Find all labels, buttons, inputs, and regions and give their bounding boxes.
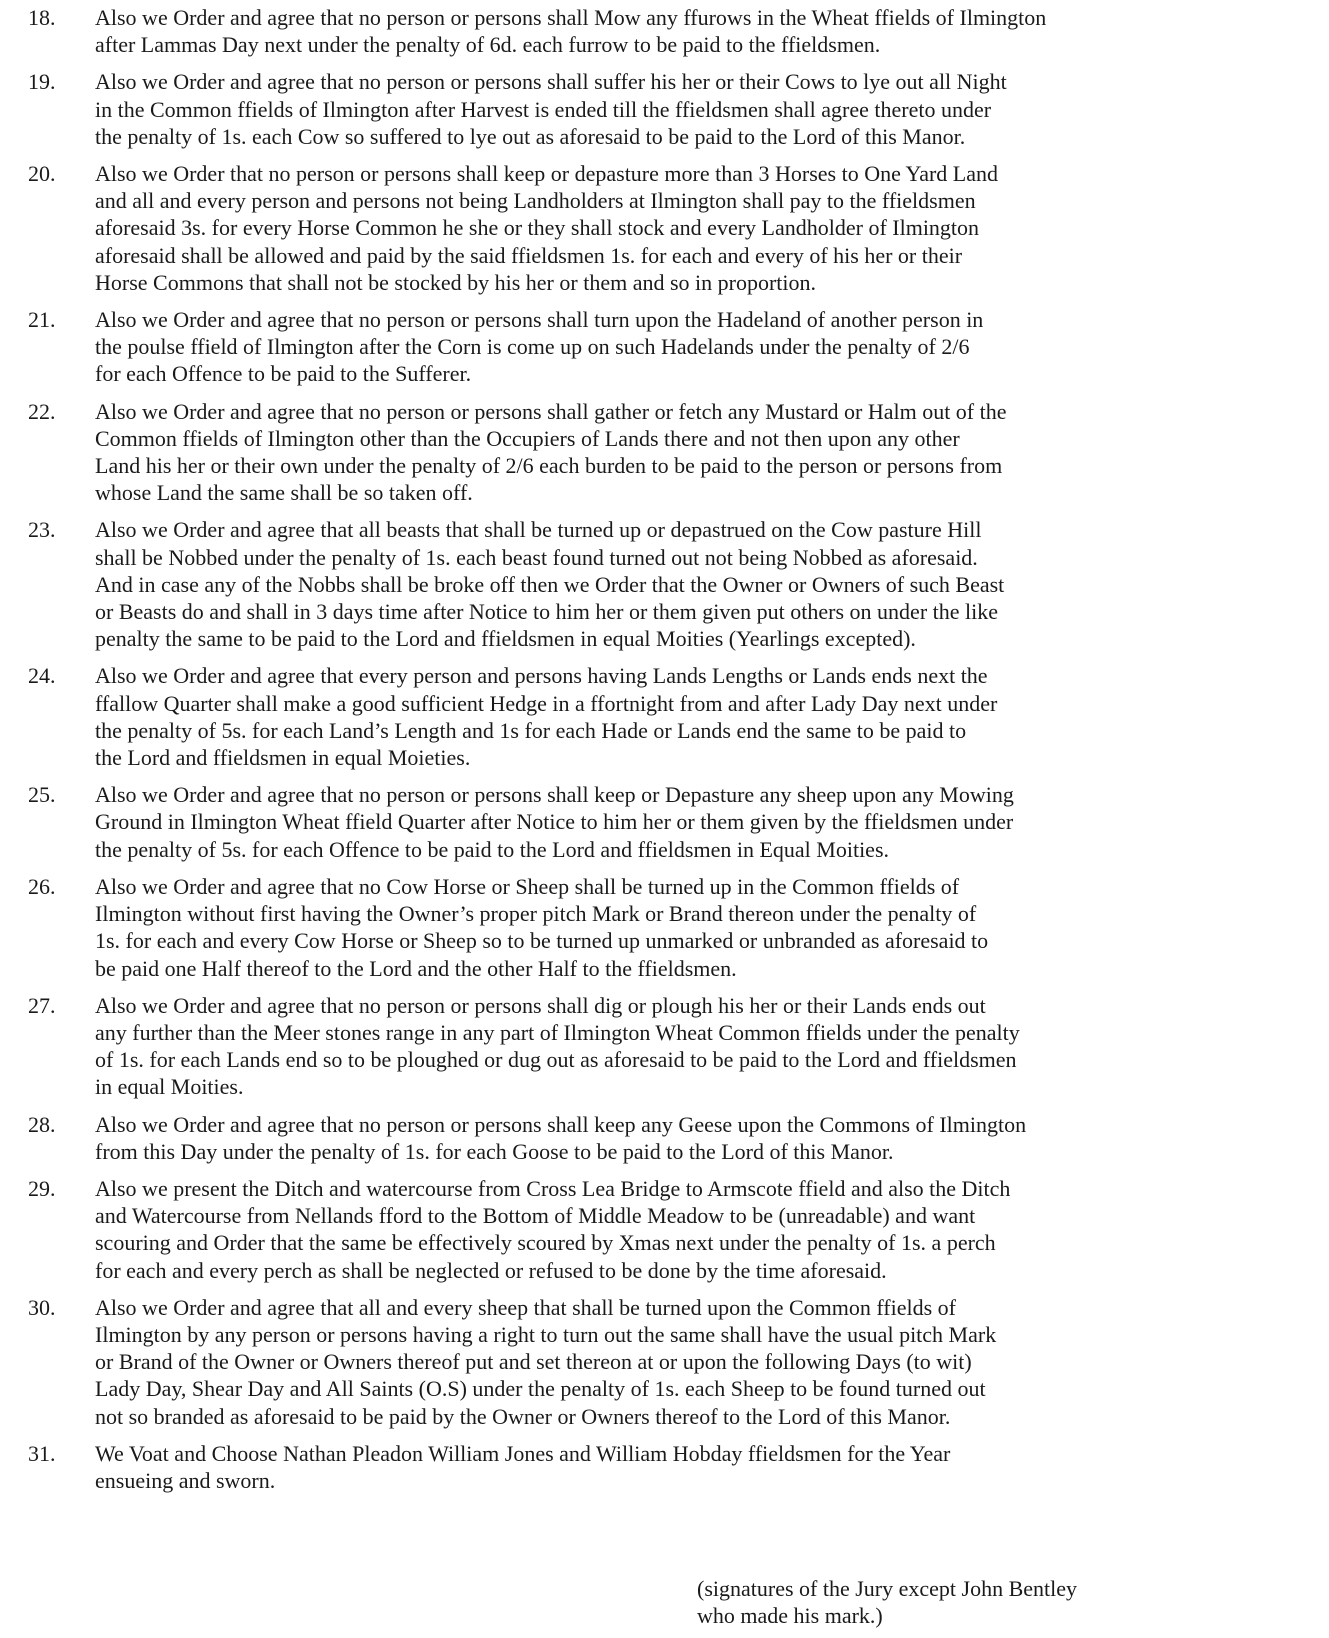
order-text: Also we Order and agree that no person or persons shall suffer his her or their Cows to lye out all Night in the Common ffields of Ilmington after Harvest is ended till the ffieldsmen shall agree thereto under the penalty of 1s. each Cow so suffered to lye out as aforesaid to be paid to the Lord of this Manor. (95, 69, 1007, 149)
order-text: Also we Order and agree that every person and persons having Lands Lengths or Lands ends next the ffallow Quarter shall make a good sufficient Hedge in a ffortnight from and after Lady Day next under the penalty of 5s. for each Land’s Length and 1s for each Hade or Lands end the same to be paid to the Lord and ffieldsmen in equal Moieties. (95, 663, 998, 771)
order-text: Also we Order and agree that no person or persons shall gather or fetch any Mustard or Halm out of the Common ffields of Ilmington other than the Occupiers of Lands there and not then upon any other Land his her or their own under the penalty of 2/6 each burden to be paid to the person or persons from whose Land the same shall be so taken off. (95, 398, 1007, 506)
order-text: Also we Order and agree that no person or persons shall dig or plough his her or their Lands ends out any further than the Meer stones range in any part of Ilmington Wheat Common ffields under the penalty of 1s. for each Lands end so to be ploughed or dug out as aforesaid to be paid to the Lord and ffieldsmen in equal Moities. (95, 992, 1020, 1100)
order-number: 27. (28, 992, 56, 1018)
order-number: 20. (28, 161, 56, 187)
order-number: 31. (28, 1440, 56, 1466)
order-text: Also we Order and agree that no person or persons shall keep or Depasture any sheep upon any Mowing Ground in Ilmington Wheat ffield Quarter after Notice to him her or them given by the ffieldsmen under the penalty of 5s. for each Offence to be paid to the Lord and ffieldsmen in Equal Moities. (95, 782, 1014, 862)
order-item (28, 992, 1318, 1101)
order-item (28, 398, 1318, 507)
order-text: Also we Order that no person or persons shall keep or depasture more than 3 Horses to One Yard Land and all and every person and persons not being Landholders at Ilmington shall pay to the ffieldsmen aforesaid 3s. for every Horse Common he she or they shall stock and every Landholder of Ilmington aforesaid shall be allowed and paid by the said ffieldsmen 1s. for each and every of his her or their Horse Commons that shall not be stocked by his her or them and so in proportion. (95, 161, 999, 295)
order-text: We Voat and Choose Nathan Pleadon William Jones and William Hobday ffieldsmen for the Year ensueing and sworn. (95, 1440, 951, 1493)
order-number: 18. (28, 5, 56, 30)
order-number: 30. (28, 1294, 56, 1320)
order-text: Also we present the Ditch and watercourse from Cross Lea Bridge to Armscote ffield and also the Ditch and Watercourse from Nellands fford to the Bottom of Middle Meadow to be (unreadable) and want scouring and Order that the same be effectively scoured by Xmas next under the penalty of 1s. a perch for each and every perch as shall be neglected or refused to be done by the time aforesaid. (95, 1175, 1011, 1283)
order-number: 24. (28, 663, 56, 689)
order-number: 26. (28, 873, 56, 899)
order-text: Also we Order and agree that no Cow Horse or Sheep shall be turned up in the Common ffields of Ilmington without first having the Owner’s proper pitch Mark or Brand thereon under the penalty of 1s. for each and every Cow Horse or Sheep so to be turned up unmarked or unbranded as aforesaid to be paid one Half thereof to the Lord and the other Half to the ffieldsmen. (95, 873, 989, 981)
order-item (28, 1440, 1318, 1494)
order-text: Also we Order and agree that all beasts that shall be turned up or depastrued on the Cow pasture Hill shall be Nobbed under the penalty of 1s. each beast found turned out not being Nobbed as aforesaid. And in case any of the Nobbs shall be broke off then we Order that the Owner or Owners of such Beast or Beasts do and shall in 3 days time after Notice to him her or them given put others on under the like penalty the same to be paid to the Lord and ffieldsmen in equal Moities (Yearlings excepted). (95, 517, 1005, 652)
order-text: Also we Order and agree that no person or persons shall turn upon the Hadeland of another person in the poulse ffield of Ilmington after the Corn is come up on such Hadelands under the penalty of 2/6 for each Offence to be paid to the Sufferer. (95, 307, 984, 387)
order-item (28, 160, 1318, 296)
order-item (28, 4, 1318, 58)
order-number: 25. (28, 782, 56, 808)
order-text: Also we Order and agree that no person or persons shall keep any Geese upon the Commons of Ilmington from this Day under the penalty of 1s. for each Goose to be paid to the Lord of this Manor. (95, 1111, 1027, 1164)
order-item (28, 1111, 1318, 1165)
order-text: Also we Order and agree that no person or persons shall Mow any ffurows in the Wheat ffields of Ilmington after Lammas Day next under the penalty of 6d. each furrow to be paid to the ffieldsmen. (95, 5, 1047, 58)
order-item (28, 516, 1318, 652)
order-item (28, 68, 1318, 150)
order-number: 28. (28, 1111, 56, 1137)
order-text: Also we Order and agree that all and every sheep that shall be turned upon the Common ffields of Ilmington by any person or persons having a right to turn out the same shall have the usual pitch Mark or Brand of the Owner or Owners thereof put and set thereon at or upon the following Days (to wit) Lady Day, Shear Day and All Saints (O.S) under the penalty of 1s. each Sheep to be found turned out not so branded as aforesaid to be paid by the Owner or Owners thereof to the Lord of this Manor. (95, 1294, 997, 1429)
order-item (28, 873, 1318, 982)
order-item (28, 781, 1318, 863)
orders-list (28, 4, 1318, 1504)
order-number: 19. (28, 69, 56, 95)
signature-note: (signatures of the Jury except John Bentley who made his mark.) (697, 1576, 1078, 1629)
order-number: 23. (28, 517, 56, 543)
order-number: 22. (28, 398, 56, 424)
order-item (28, 1294, 1318, 1430)
order-item (28, 662, 1318, 771)
order-number: 21. (28, 307, 56, 333)
order-item (28, 1175, 1318, 1284)
order-number: 29. (28, 1175, 56, 1201)
order-item (28, 306, 1318, 388)
